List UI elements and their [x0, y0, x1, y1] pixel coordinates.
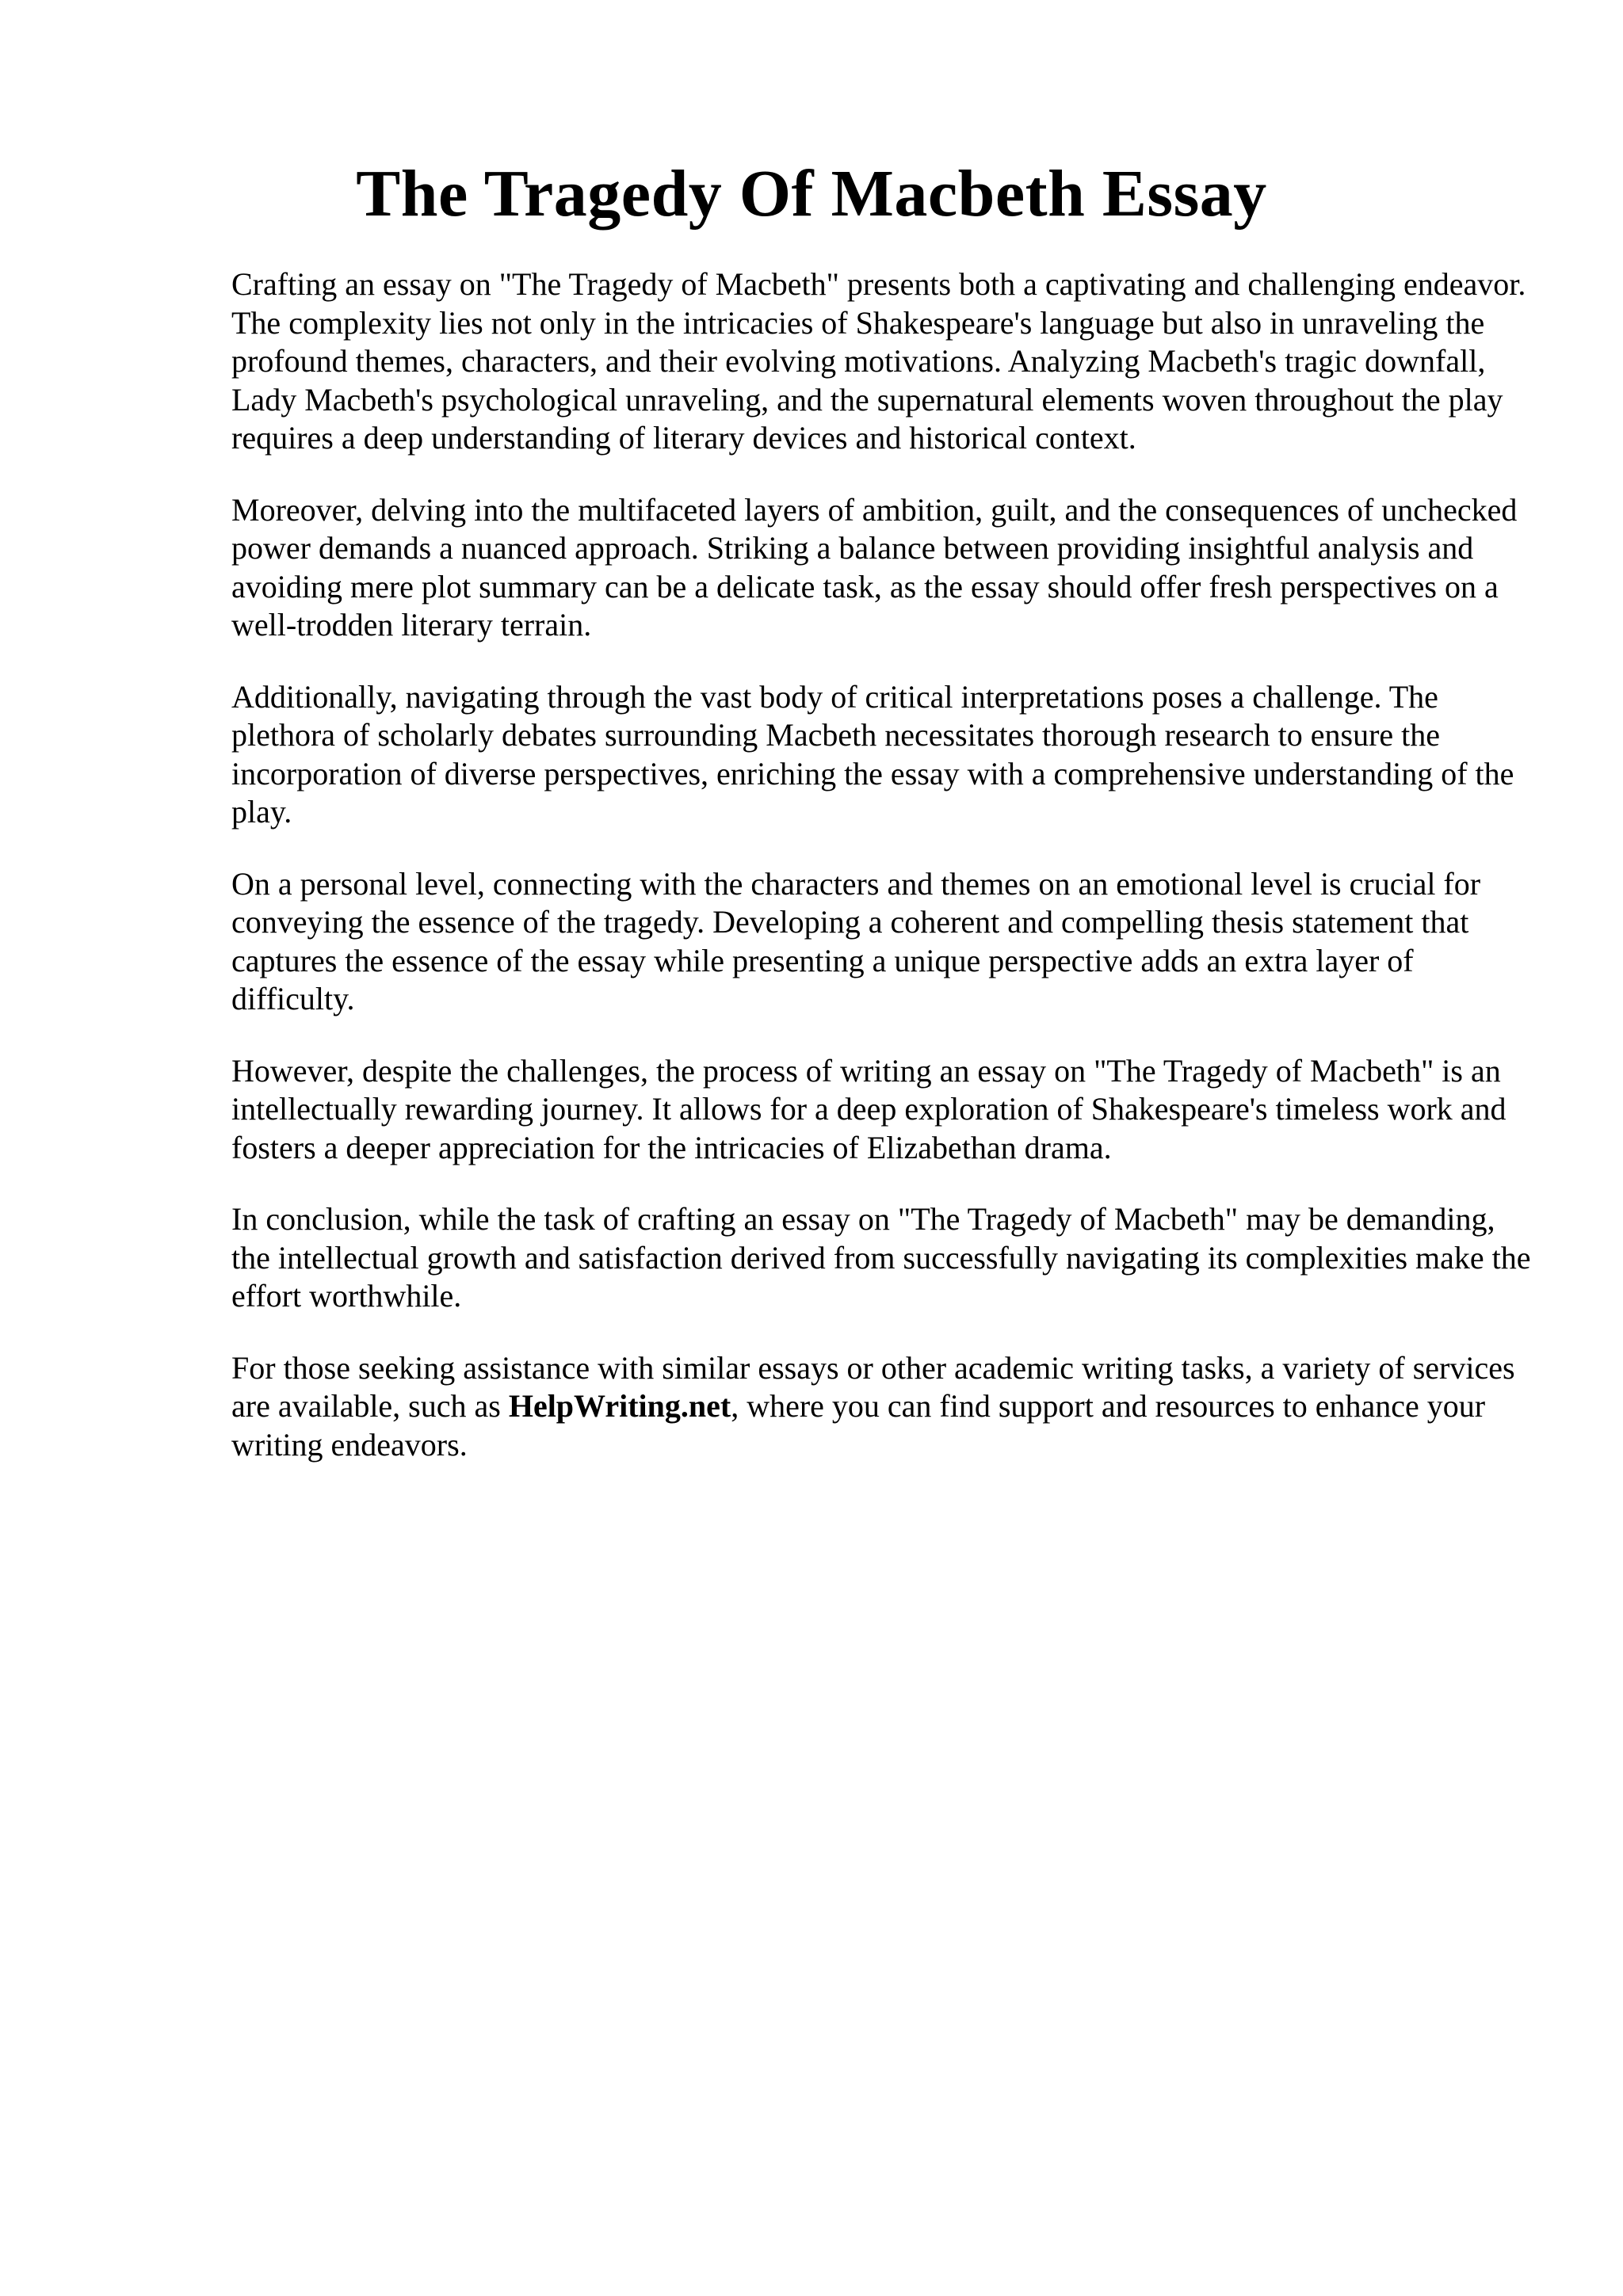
closing-text-before: For those seeking assistance with similar essays or other academic writing tasks, a variety of services are available, such as — [231, 1349, 1515, 1424]
closing-text-after: , where you can find support and resources to enhance your writing endeavors. — [231, 1388, 1486, 1463]
helpwriting-link: HelpWriting.net — [508, 1388, 731, 1424]
paragraph-4: On a personal level, connecting with the characters and themes on an emotional level is crucial for conveying the essence of the tragedy. Developing a coherent and compelling thesis statement that captures the essence of the essay while presenting a unique perspective adds an extra layer of difficulty. — [231, 865, 1481, 1016]
document-title: The Tragedy Of Macbeth Essay — [356, 157, 1267, 231]
document-body — [231, 265, 1531, 1497]
paragraph-2: Moreover, delving into the multifaceted layers of ambition, guilt, and the consequences of unchecked power demands a nuanced approach. Striking a balance between providing insightful analysis and avoiding mere plot summary can be a delicate task, as the essay should offer fresh perspectives on a well-trodden literary terrain. — [231, 491, 1518, 643]
closing-paragraph — [231, 1349, 1531, 1465]
paragraph-6: In conclusion, while the task of crafting an essay on "The Tragedy of Macbeth" may be demanding, the intellectual growth and satisfaction derived from successfully navigating its complexities make the effort worthwhile. — [231, 1201, 1531, 1314]
paragraph-3: Additionally, navigating through the vast body of critical interpretations poses a challenge. The plethora of scholarly debates surrounding Macbeth necessitates thorough research to ensure the incorporation of diverse perspectives, enriching the essay with a comprehensive understanding of the play. — [231, 678, 1514, 830]
paragraph-5: However, despite the challenges, the process of writing an essay on "The Tragedy of Macbeth" is an intellectually rewarding journey. It allows for a deep exploration of Shakespeare's timeless work and fosters a deeper appreciation for the intricacies of Elizabethan drama. — [231, 1052, 1507, 1165]
paragraph-1: Crafting an essay on "The Tragedy of Macbeth" presents both a captivating and challenging endeavor. The complexity lies not only in the intricacies of Shakespeare's language but also in unraveling the profound themes, characters, and their evolving motivations. Analyzing Macbeth's tragic downfall, Lady Macbeth's psychological unraveling, and the supernatural elements woven throughout the play requires a deep understanding of literary devices and historical context. — [231, 266, 1526, 456]
